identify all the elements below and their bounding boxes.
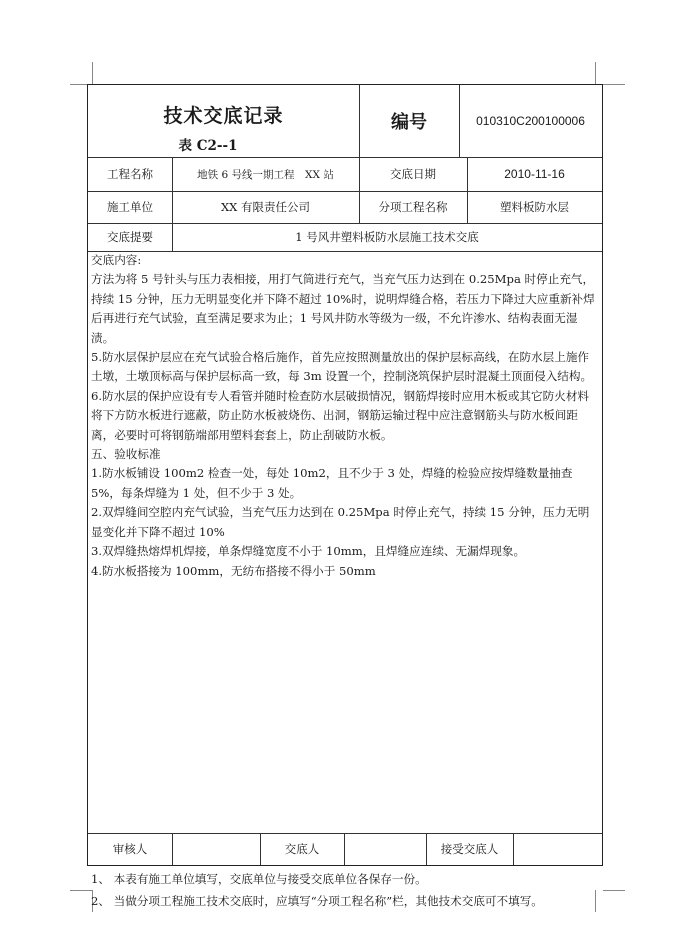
footnote: 1、 本表有施工单位填写，交底单位与接受交底单位各保存一份。 bbox=[91, 872, 427, 886]
date-value: 2010-11-16 bbox=[504, 167, 565, 181]
subproject-value: 塑料板防水层 bbox=[500, 200, 569, 214]
content-section-heading: 五、验收标准 bbox=[91, 447, 161, 462]
project-name-label: 工程名称 bbox=[107, 167, 153, 181]
summary-value: 1 号风井塑料板防水层施工技术交底 bbox=[295, 230, 479, 244]
presenter-field[interactable] bbox=[345, 833, 426, 865]
crop-mark bbox=[595, 62, 596, 84]
presenter-label: 交底人 bbox=[284, 842, 320, 856]
disclosure-content bbox=[91, 251, 599, 581]
project-name-value: 地铁 6 号线一期工程 XX 站 bbox=[197, 168, 334, 181]
content-heading: 交底内容: bbox=[91, 253, 142, 267]
content-paragraph: 2.双焊缝间空腔内充气试验，当充气压力达到在 0.25Mpa 时停止充气，持续 15 分钟，压力无明显变化并下降不超过 10% bbox=[91, 505, 590, 539]
subproject-label: 分项工程名称 bbox=[378, 200, 448, 214]
crop-mark bbox=[92, 62, 93, 84]
reviewer-label: 审核人 bbox=[112, 842, 148, 856]
receiver-label: 接受交底人 bbox=[440, 842, 499, 856]
contractor-value: XX 有限责任公司 bbox=[220, 200, 311, 214]
content-paragraph: 4.防水板搭接为 100mm，无纺布搭接不得小于 50mm bbox=[91, 563, 376, 578]
footnote: 2、 当做分项工程施工技术交底时，应填写“分项工程名称”栏，其他技术交底可不填写。 bbox=[91, 894, 543, 908]
receiver-field[interactable] bbox=[514, 833, 602, 865]
content-paragraph: 3.双焊缝热熔焊机焊接，单条焊缝宽度不小于 10mm，且焊缝应连续、无漏焊现象。 bbox=[91, 544, 526, 559]
form-code: 表 C2--1 bbox=[178, 138, 238, 153]
crop-mark bbox=[70, 890, 92, 891]
reviewer-field[interactable] bbox=[173, 833, 260, 865]
content-paragraph: 5.防水层保护层应在充气试验合格后施作，首先应按照测量放出的保护层标高线，在防水层上施作土墩，土墩顶标高与保护层标高一致，每 3m 设置一个，控制浇筑保护层时混凝土顶面侵入结构。 bbox=[91, 350, 593, 384]
form-title: 技术交底记录 bbox=[163, 104, 284, 127]
number-label: 编号 bbox=[391, 112, 427, 133]
crop-mark bbox=[603, 84, 625, 85]
number-value: 010310C200100006 bbox=[476, 114, 585, 128]
contractor-label: 施工单位 bbox=[107, 200, 153, 214]
content-paragraph: 1.防水板铺设 100m2 检查一处，每处 10m2，且不少于 3 处，焊缝的检验应按焊缝数量抽查 5%，每条焊缝为 1 处，但不少于 3 处。 bbox=[91, 466, 573, 500]
summary-label: 交底提要 bbox=[107, 230, 153, 244]
date-label: 交底日期 bbox=[390, 167, 436, 181]
content-paragraph: 方法为将 5 号针头与压力表相接，用打气筒进行充气，当充气压力达到在 0.25Mpa 时停止充气，持续 15 分钟，压力无明显变化并下降不超过 10%时，说明焊缝合格，若压力下降过大应重新补焊后再进行充气试验，直至满足要求为止；1 号风井防水等级为一级，不允许渗水、结构表面无湿渍。 bbox=[91, 272, 595, 345]
footnotes bbox=[91, 868, 611, 912]
content-paragraph: 6.防水层的保护应设有专人看管并随时检查防水层破损情况，钢筋焊接时应用木板或其它防火材料将下方防水板进行遮蔽，防止防水板被烧伤、出洞，钢筋运输过程中应注意钢筋头与防水板间距离，必要时可将钢筋端部用塑料套套上，防止刮破防水板。 bbox=[91, 388, 590, 442]
technical-disclosure-form bbox=[87, 84, 603, 866]
